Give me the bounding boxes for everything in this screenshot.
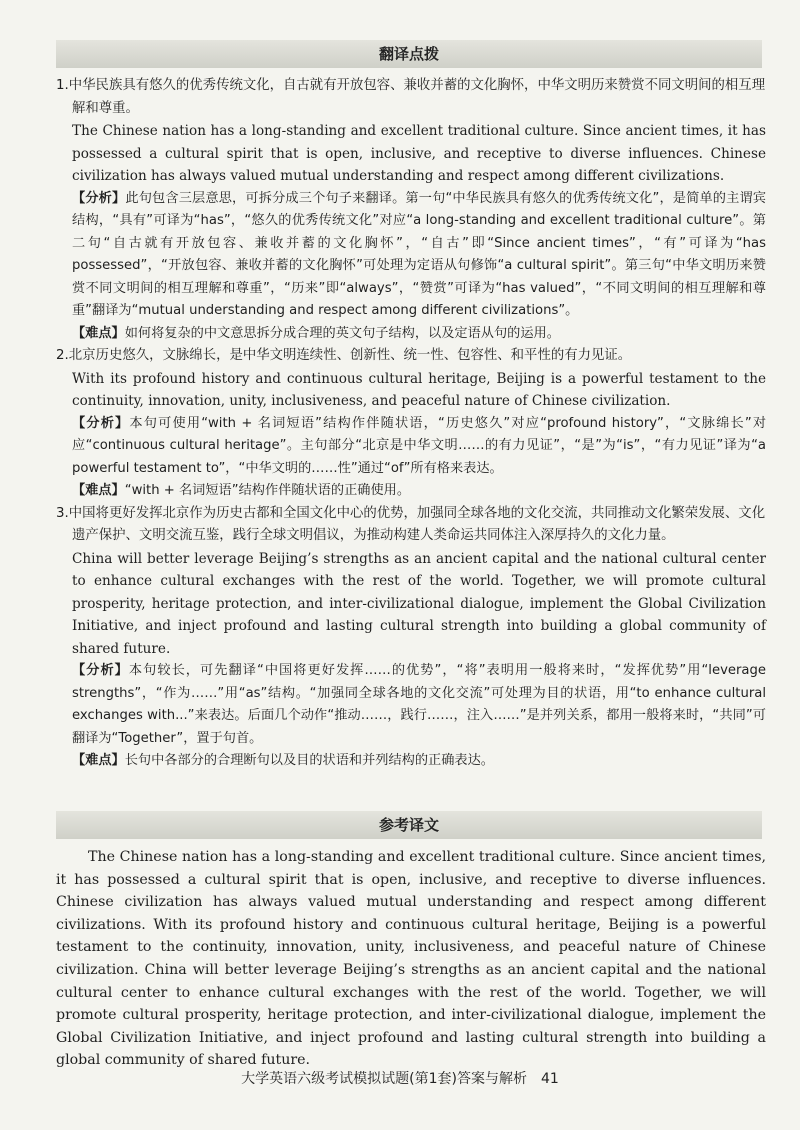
page-footer bbox=[0, 1068, 800, 1088]
translation-item-2 bbox=[56, 345, 766, 503]
section-title-translation-tips: 翻译点拨 bbox=[56, 40, 762, 68]
chinese-source-text: 中华民族具有悠久的优秀传统文化，自古就有开放包容、兼收并蓄的文化胸怀，中华文明历来赞赏不同文明间的相互理解和尊重。 bbox=[68, 78, 766, 116]
analysis-text: 本句较长，可先翻译“中国将更好发挥……的优势”，“将”表明用一般将来时，“发挥优势”用“leverage strengths”，“作为……”用“as”结构。“加强同全球各地的文化交流”可处理为目的状语，用“to enhance cultural exchanges with...”来表达。后面几个动作“推动……，践行……，注入……”是并列关系，都用一般将来时，“共同”可翻译为“Together”，置于句首。 bbox=[72, 663, 766, 746]
chinese-source-text: 北京历史悠久，文脉绵长，是中华文明连续性、创新性、统一性、包容性、和平性的有力见证。 bbox=[68, 348, 632, 363]
translation-items bbox=[56, 75, 766, 773]
chinese-source-text: 中国将更好发挥北京作为历史古都和全国文化中心的优势，加强同全球各地的文化交流，共同推动文化繁荣发展、文化遗产保护、文明交流互鉴，践行全球文明倡议，为推动构建人类命运共同体注入深厚持久的文化力量。 bbox=[68, 505, 766, 543]
english-translation: The Chinese nation has a long-standing and excellent traditional culture. Since ancient times, it has possessed a cultural spirit that is open, inclusive, and receptive to diverse influences. Chinese civilization has always valued mutual understanding and respect among different civilizations. bbox=[72, 123, 766, 184]
section-title-reference-translation: 参考译文 bbox=[56, 811, 762, 839]
difficulty-text: “with + 名词短语”结构作伴随状语的正确使用。 bbox=[124, 483, 411, 498]
page-number: 41 bbox=[541, 1071, 559, 1087]
item-number: 1. bbox=[56, 78, 69, 93]
analysis-tag: 【分析】 bbox=[72, 663, 129, 678]
item-number: 2. bbox=[56, 348, 69, 363]
translation-item-1 bbox=[56, 75, 766, 345]
translation-item-3 bbox=[56, 503, 766, 773]
difficulty-text: 如何将复杂的中文意思拆分成合理的英文句子结构，以及定语从句的运用。 bbox=[124, 325, 560, 341]
english-translation: China will better leverage Beijing’s strengths as an ancient capital and the national cultural center to enhance cultural exchanges with the rest of the world. Together, we will promote cultural prosperity, heritage protection, and inter-civilizational dialogue, implement the Global Civilization Initiative, and inject profound and lasting cultural strength into building a global community of shared future. bbox=[72, 550, 766, 657]
analysis-tag: 【分析】 bbox=[72, 415, 130, 431]
analysis-tag: 【分析】 bbox=[72, 190, 126, 206]
reference-translation-paragraph: The Chinese nation has a long-standing and excellent traditional culture. Since ancient times, it has possessed a cultural spirit that is open, inclusive, and receptive to diverse influences. Chinese civilization has always valued mutual understanding and respect among different civilizations. With its profound history and continuous cultural heritage, Beijing is a powerful testament to the continuity, innovation, unity, inclusiveness, and peaceful nature of Chinese civilization. China will better leverage Beijing’s strengths as an ancient capital and the national cultural center to enhance cultural exchanges with the rest of the world. Together, we will promote cultural prosperity, heritage protection, and inter-civilizational dialogue, implement the Global Civilization Initiative, and inject profound and lasting cultural strength into building a global community of shared future. bbox=[56, 849, 766, 1069]
english-translation: With its profound history and continuous cultural heritage, Beijing is a powerful testament to the continuity, innovation, unity, inclusiveness, and peaceful nature of Chinese civilization. bbox=[72, 370, 766, 409]
analysis-text: 此句包含三层意思，可拆分成三个句子来翻译。第一句“中华民族具有悠久的优秀传统文化”，是简单的主谓宾结构，“具有”可译为“has”，“悠久的优秀传统文化”对应“a long-standing and excellent traditional culture”。第二句“自古就有开放包容、兼收并蓄的文化胸怀”，“自古”即“Since ancient times”，“有”可译为“has possessed”，“开放包容、兼收并蓄的文化胸怀”可处理为定语从句修饰“a cultural spirit”。第三句“中华文明历来赞赏不同文明间的相互理解和尊重”，“历来”即“always”，“赞赏”可译为“has valued”，“不同文明间的相互理解和尊重”翻译为“mutual understanding and respect among different civilizations”。 bbox=[72, 190, 766, 318]
difficulty-tag: 【难点】 bbox=[72, 483, 125, 498]
analysis-text: 本句可使用“with + 名词短语”结构作伴随状语，“历史悠久”对应“profound history”，“文脉绵长”对应“continuous cultural heritage”。主句部分“北京是中华文明……的有力见证”，“是”为“is”，“有力见证”译为“a powerful testament to”，“中华文明的……性”通过“of”所有格来表达。 bbox=[72, 415, 767, 476]
difficulty-tag: 【难点】 bbox=[72, 753, 125, 768]
footer-title: 大学英语六级考试模拟试题(第1套)答案与解析 bbox=[241, 1071, 527, 1087]
difficulty-text: 长句中各部分的合理断句以及目的状语和并列结构的正确表达。 bbox=[124, 753, 494, 768]
difficulty-tag: 【难点】 bbox=[72, 325, 125, 341]
item-number: 3. bbox=[56, 505, 69, 521]
